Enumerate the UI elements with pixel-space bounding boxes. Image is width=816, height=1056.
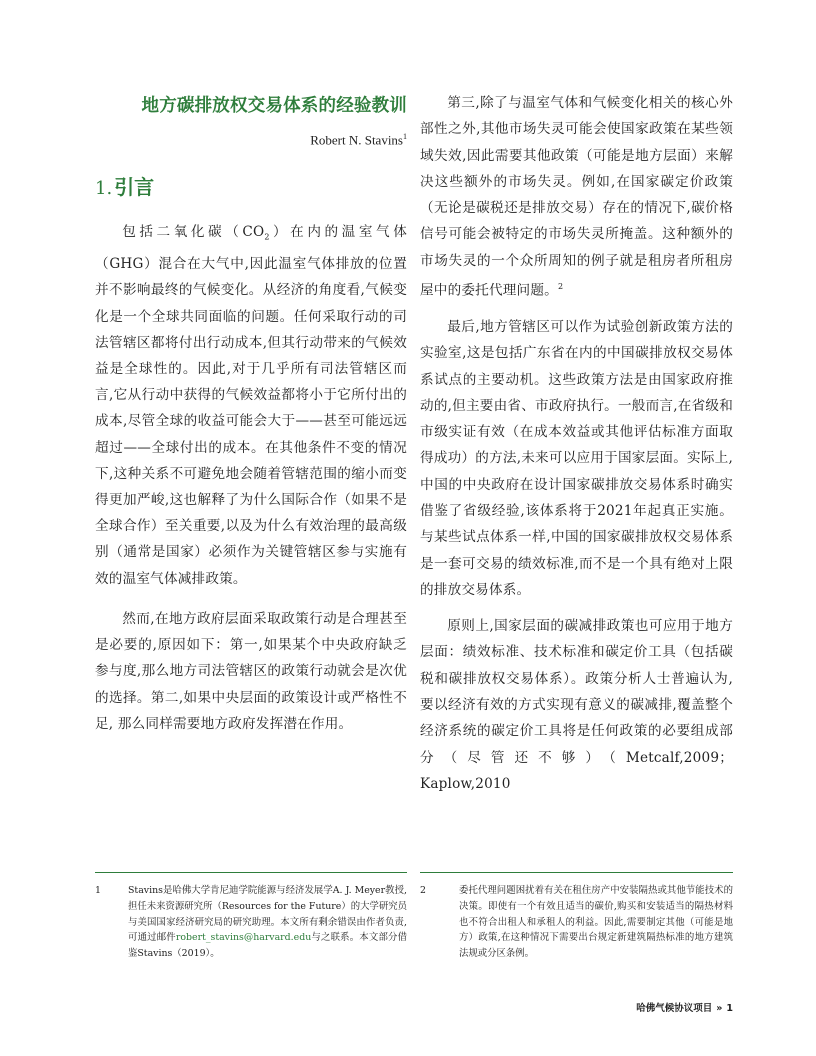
author-email-link[interactable]: robert_stavins@harvard.edu	[175, 932, 312, 944]
p1-text-a: 包括二氧化碳（CO	[122, 224, 265, 241]
section-heading	[95, 175, 407, 201]
footnote-divider-left	[95, 872, 407, 873]
fn1-text-b: 与之联系。本文部分借鉴Stavins（2019）。	[128, 932, 407, 960]
right-paragraph-1	[420, 90, 733, 304]
right-paragraph-3: 原则上,国家层面的碳减排政策也可应用于地方层面：绩效标准、技术标准和碳定价工具（包括碳税和碳排放权交易体系）。政策分析人士普遍认为,要以经济有效的方式实现有意义的碳减排,覆盖整个经济系统的碳定价工具将是任何政策的必要组成部分（尽管还不够）（Metcalf,2009；Kaplow,2010	[420, 618, 733, 792]
p1-text-b: ）在内的温室气体（GHG）混合在大气中,因此温室气体排放的位置并不影响最终的气候变化。从经济的角度看,气候变化是一个全球共同面临的问题。任何采取行动的司法管辖区都将付出行动成本,但其行动带来的气候效益是全球性的。因此,对于几乎所有司法管辖区而言,它从行动中获得的气候效益都将小于它所付出的成本,尽管全球的收益可能会大于——甚至可能远远超过——全球付出的成本。在其他条件不变的情况下,这种关系不可避免地会随着管辖范围的缩小而变得更加严峻,这也解释了为什么国际合作（如果不是全球合作）至关重要,以及为什么有效治理的最高级别（通常是国家）必须作为关键管辖区参与实施有效的温室气体减排政策。	[95, 224, 407, 587]
author-footnote-ref[interactable]: 1	[403, 132, 407, 141]
footnote-2-text: 委托代理问题困扰着有关在租住房产中安装隔热或其他节能技术的决策。即使有一个有效且适当的碳价,购买和安装适当的隔热材料也不符合出租人和承租人的利益。因此,需要制定其他（可能是地方）政策,在这种情况下需要出台规定新建筑隔热标准的地方建筑法规或分区条例。	[459, 885, 733, 960]
page-number: 1	[726, 1003, 733, 1014]
footnote-divider-right	[420, 872, 733, 873]
page-footer	[636, 1000, 733, 1014]
left-column	[95, 90, 407, 737]
author-line	[95, 128, 407, 149]
footnote-1-text	[128, 883, 407, 962]
footer-separator: »	[716, 1003, 723, 1014]
footnote-1	[95, 883, 407, 962]
footnote-ref-2[interactable]: 2	[557, 282, 564, 292]
author-name: Robert N. Stavins	[310, 132, 403, 148]
section-title: 引言	[114, 175, 155, 200]
left-paragraph-2: 然而,在地方政府层面采取政策行动是合理甚至是必要的,原因如下：第一,如果某个中央政府缺乏参与度,那么地方司法管辖区的政策行动就会是次优的选择。第二,如果中央层面的政策设计或严格性不足, 那么同样需要地方政府发挥潜在作用。	[95, 610, 407, 732]
footnote-1-number: 1	[95, 885, 101, 896]
footnote-2-number: 2	[420, 885, 426, 896]
left-paragraph-1	[95, 219, 407, 592]
footnote-2	[420, 883, 733, 962]
rp1-text: 第三,除了与温室气体和气候变化相关的核心外部性之外,其他市场失灵可能会使国家政策在某些领域失效,因此需要其他政策（可能是地方层面）来解决这些额外的市场失灵。例如,在国家碳定价政策（无论是碳税还是排放交易）存在的情况下,碳价格信号可能会被特定的市场失灵所掩盖。这种额外的市场失灵的一个众所周知的例子就是租房者所租房屋中的委托代理问题。	[420, 95, 733, 299]
section-number: 1.	[95, 178, 113, 200]
footer-source: 哈佛气候协议项目	[636, 1003, 713, 1014]
right-column	[420, 90, 733, 797]
article-title: 地方碳排放权交易体系的经验教训	[141, 96, 407, 116]
co2-subscript: 2	[264, 233, 270, 243]
fn1-text-a: Stavins是哈佛大学肯尼迪学院能源与经济发展学A. J. Meyer教授,担任未来资源研究所（Resources for the Future）的大学研究员与美国国家经济研究局的研究助理。本文所有剩余错误由作者负责,可通过邮件	[128, 885, 407, 944]
right-paragraph-2: 最后,地方管辖区可以作为试验创新政策方法的实验室,这是包括广东省在内的中国碳排放权交易体系试点的主要动机。这些政策方法是由国家政府推动的,但主要由省、市政府执行。一般而言,在省级和市级实证有效（在成本效益或其他评估标准方面取得成功）的方法,未来可以应用于国家层面。实际上,中国的中央政府在设计国家碳排放交易体系时确实借鉴了省级经验,该体系将于2021年起真正实施。与某些试点体系一样,中国的国家碳排放权交易体系是一套可交易的绩效标准,而不是一个具有绝对上限的排放交易体系。	[420, 318, 733, 598]
